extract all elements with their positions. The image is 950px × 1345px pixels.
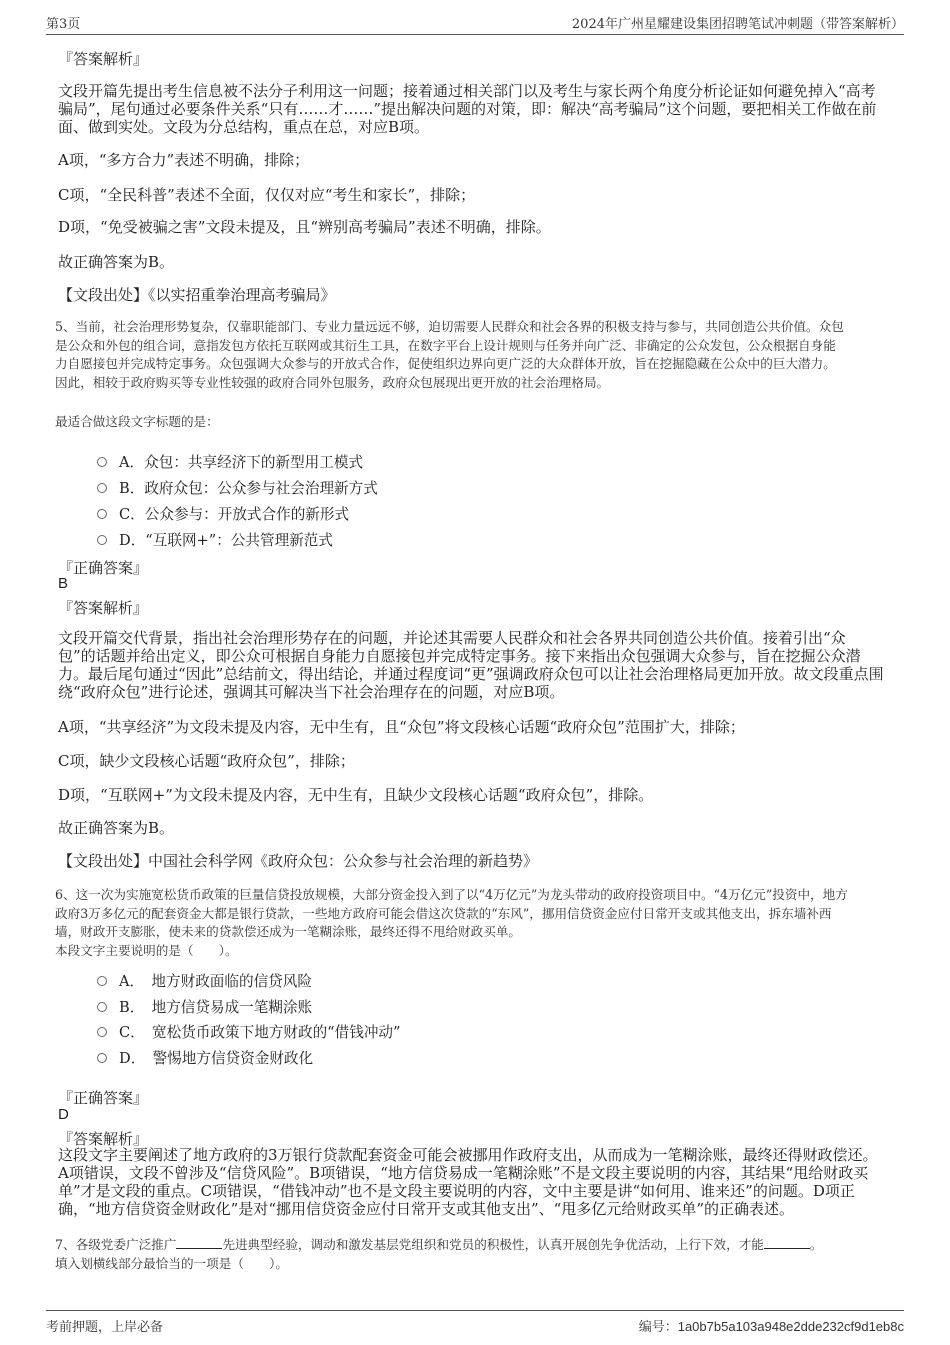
q4-analysis-line: 面、做到实处。文段为分总结构，重点在总，对应B项。 — [58, 118, 430, 136]
q7-question: 填入划横线部分最恰当的一项是（ ）。 — [55, 1255, 288, 1271]
q7-text-part: 先进典型经验，调动和激发基层党组织和党员的积极性，认真开展创先争优活动，上行下效，才能 — [222, 1237, 764, 1252]
q5-option-a[interactable] — [97, 451, 363, 472]
q6-analysis-label: 『答案解析』 — [58, 1130, 149, 1148]
q5-analysis-label: 『答案解析』 — [58, 599, 149, 617]
q5-passage-line: 因此，相较于政府购买等专业性较强的政府合同外包服务，政府众包展现出更开放的社会治理格局。 — [55, 374, 610, 390]
q5-option-d-label: D．“互联网+”：公共管理新范式 — [119, 532, 333, 549]
radio-icon[interactable] — [97, 457, 107, 467]
q4-option-a-note: A项，“多方合力”表述不明确，排除； — [58, 151, 310, 169]
q6-option-d[interactable] — [97, 1047, 313, 1068]
document-title: 2024年广州星耀建设集团招聘笔试冲刺题（带答案解析） — [571, 17, 904, 32]
q6-option-a-label: A． 地方财政面临的信贷风险 — [119, 973, 312, 990]
fill-blank[interactable] — [176, 1236, 222, 1249]
q5-analysis-line: 绕“政府众包”进行论述，强调其可解决当下社会治理存在的问题，对应B项。 — [58, 683, 565, 701]
q6-analysis-line: 这段文字主要阐述了地方政府的3万银行贷款配套资金可能会被挪用作政府支出，从而成为一笔糊涂账，最终还得财政偿还。 — [58, 1146, 878, 1164]
q6-analysis-line: A项错误，文段不曾涉及“信贷风险”。B项错误，“地方信贷易成一笔糊涂账”不是文段主要说明的内容，其结果“甩给财政买 — [58, 1164, 869, 1182]
q5-option-a-label: A．众包：共享经济下的新型用工模式 — [119, 454, 364, 471]
q7-stem — [55, 1236, 822, 1273]
q6-passage-line: 政府3万多亿元的配套资金大都是银行贷款，一些地方政府可能会借这次贷款的“东风”，挪用信贷资金应付日常开支或其他支出，拆东墙补西 — [55, 905, 832, 921]
q7-text-part: 7、各级党委广泛推广 — [55, 1237, 177, 1252]
q6-question: 本段文字主要说明的是（ ）。 — [55, 942, 238, 958]
q4-analysis-label: 『答案解析』 — [58, 50, 149, 68]
q4-analysis-line: 骗局”，尾句通过必要条件关系“只有……才……”提出解决问题的对策，即：解决“高考骗局”这个问题，要把相关工作做在前 — [58, 100, 877, 118]
q5-option-c[interactable] — [97, 503, 349, 524]
q5-option-b-label: B．政府众包：公众参与社会治理新方式 — [119, 480, 378, 497]
q4-analysis — [58, 82, 876, 136]
q4-analysis-line: 文段开篇先提出考生信息被不法分子利用这一问题；接着通过相关部门以及考生与家长两个角度分析论证如何避免掉入“高考 — [58, 82, 876, 100]
radio-icon[interactable] — [97, 483, 107, 493]
q6-option-c-label: C． 宽松货币政策下地方财政的“借钱冲动” — [119, 1024, 401, 1041]
q7-text-part: 。 — [809, 1237, 823, 1252]
document-code — [639, 1316, 904, 1335]
q6-option-c[interactable] — [97, 1021, 400, 1042]
q5-passage — [55, 318, 844, 392]
q4-source: 【文段出处】《以实招重拳治理高考骗局》 — [58, 286, 336, 304]
q5-option-d[interactable] — [97, 529, 333, 550]
q6-answer-label: 『正确答案』 — [58, 1089, 149, 1107]
q5-analysis-line: 文段开篇交代背景，指出社会治理形势存在的问题，并论述其需要人民群众和社会各界共同创造公共价值。接着引出“众 — [58, 629, 846, 647]
q5-option-b[interactable] — [97, 477, 378, 498]
code-label: 编号： — [638, 1320, 678, 1335]
q5-option-c-label: C．公众参与：开放式合作的新形式 — [119, 506, 350, 523]
q6-option-a[interactable] — [97, 970, 312, 991]
q4-conclusion: 故正确答案为B。 — [58, 253, 175, 271]
q4-option-c-note: C项，“全民科普”表述不全面，仅仅对应“考生和家长”，排除； — [58, 186, 476, 204]
radio-icon[interactable] — [97, 976, 107, 986]
q5-option-d-note: D项，“互联网+”为文段未提及内容，无中生有，且缺少文段核心话题“政府众包”，排除。 — [58, 786, 654, 804]
q4-option-d-note: D项，“免受被骗之害”文段未提及，且“辨别高考骗局”表述不明确，排除。 — [58, 218, 551, 236]
footer-slogan: 考前押题，上岸必备 — [46, 1320, 164, 1335]
q5-answer: B — [58, 575, 69, 592]
page-footer — [46, 1310, 904, 1335]
radio-icon[interactable] — [97, 509, 107, 519]
q5-source: 【文段出处】中国社会科学网《政府众包：公众参与社会治理的新趋势》 — [58, 852, 539, 870]
code-value: 1a0b7b5a103a948e2dde232cf9d1eb8c — [677, 1319, 904, 1334]
q5-answer-label: 『正确答案』 — [58, 559, 149, 577]
q6-option-d-label: D． 警惕地方信贷资金财政化 — [119, 1050, 314, 1067]
q5-analysis-line: 力。最后尾句通过“因此”总结前文，得出结论，并通过程度词“更”强调政府众包可以让社会治理格局更加开放。故文段重点围 — [58, 665, 884, 683]
fill-blank[interactable] — [764, 1236, 810, 1249]
q6-option-b[interactable] — [97, 996, 312, 1017]
page-number: 第3页 — [46, 17, 81, 32]
radio-icon[interactable] — [97, 1053, 107, 1063]
q5-option-a-note: A项，“共享经济”为文段未提及内容，无中生有，且“众包”将文段核心话题“政府众包”范围扩大，排除； — [58, 718, 745, 736]
q6-analysis-line: 确，“地方信贷资金财政化”是对“挪用信贷资金应付日常开支或其他支出”、“甩多亿元给财政买单”的正确表述。 — [58, 1200, 795, 1218]
q5-analysis-line: 包”的话题并给出定义，即公众可根据自身能力自愿接包并完成特定事务。接下来指出众包强调大众参与，旨在挖掘公众潜 — [58, 647, 861, 665]
q5-conclusion: 故正确答案为B。 — [58, 819, 175, 837]
radio-icon[interactable] — [97, 535, 107, 545]
q6-passage-line: 墙，财政开支膨胀，使未来的贷款偿还成为一笔糊涂账，最终还得不甩给财政买单。 — [55, 924, 521, 939]
radio-icon[interactable] — [97, 1002, 107, 1012]
page-header — [46, 10, 904, 35]
radio-icon[interactable] — [97, 1027, 107, 1037]
q6-option-b-label: B． 地方信贷易成一笔糊涂账 — [119, 999, 313, 1016]
q6-analysis-line: 单”才是文段的重点。C项错误，“借钱冲动”也不是文段主要说明的内容，文中主要是讲“如何用、谁来还”的问题。D项正 — [58, 1182, 855, 1200]
q6-passage — [55, 886, 848, 960]
q5-analysis — [58, 629, 884, 701]
q6-passage-line: 6、这一次为实施宽松货币政策的巨量信贷投放规模，大部分资金投入到了以“4万亿元”为龙头带动的政府投资项目中。“4万亿元”投资中，地方 — [55, 887, 848, 902]
q5-option-c-note: C项，缺少文段核心话题“政府众包”，排除； — [58, 752, 355, 770]
q7-line — [55, 1236, 822, 1255]
q5-passage-line: 5、当前，社会治理形势复杂，仅靠职能部门、专业力量远远不够，迫切需要人民群众和社会各界的积极支持与参与，共同创造公共价值。众包 — [55, 319, 844, 334]
q5-passage-line: 力自愿接包并完成特定事务。众包强调大众参与的开放式合作，促使组织边界向更广泛的大众群体开放，旨在挖掘隐藏在公众中的巨大潜力。 — [55, 356, 836, 371]
q5-passage-line: 是公众和外包的组合词，意指发包方依托互联网或其衍生工具，在数字平台上设计规则与任务并向广泛、非确定的公众发包，公众根据自身能 — [55, 337, 836, 353]
q6-analysis — [58, 1146, 878, 1218]
q5-question: 最适合做这段文字标题的是： — [55, 414, 219, 429]
q6-answer: D — [58, 1106, 69, 1123]
